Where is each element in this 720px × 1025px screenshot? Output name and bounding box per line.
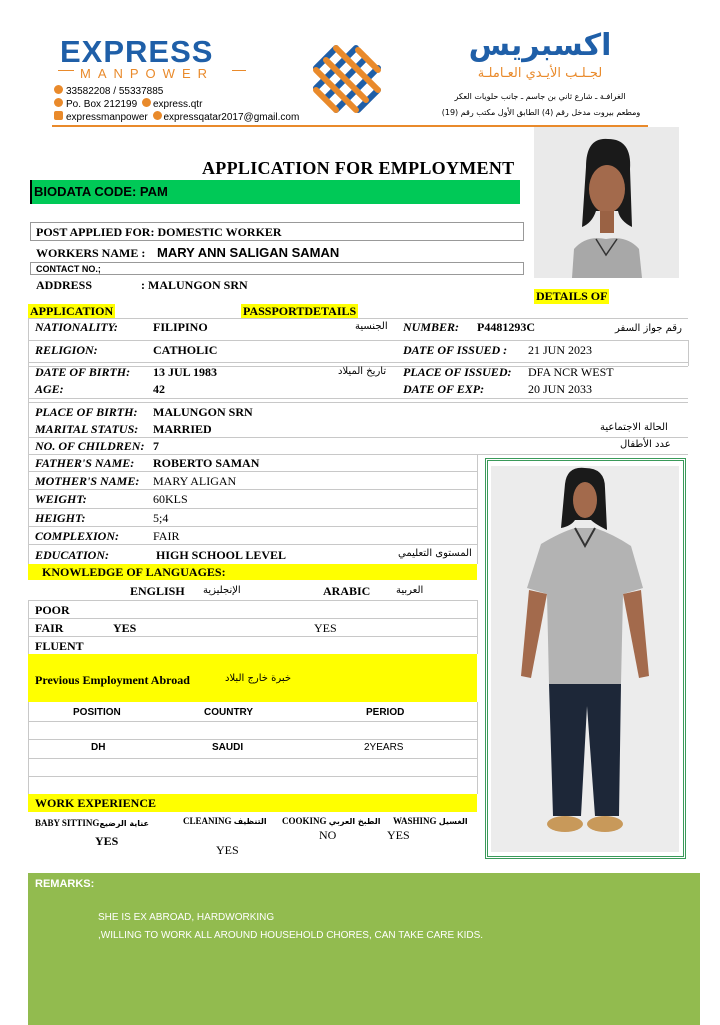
children-label: NO. OF CHILDREN: [35, 439, 145, 453]
mother-value: MARY ALIGAN [153, 474, 237, 488]
age-value: 42 [153, 382, 165, 396]
employment-position: DH [91, 742, 106, 753]
arabic-label: ARABIC [323, 584, 371, 598]
address-arabic-2: ومطعم بيروت مدخل رقم (4) الطابق الأول مكتب رقم (19) [441, 108, 641, 117]
facebook-handle: express.qtr [152, 99, 203, 110]
fair-label: FAIR [35, 621, 64, 635]
dob-label: DATE OF BIRTH: [35, 365, 131, 379]
nationality-arabic: الجنسية [355, 321, 388, 332]
height-label: HEIGHT: [35, 511, 86, 525]
dob-arabic: تاريخ الميلاد [338, 366, 387, 377]
marital-value: MARRIED [153, 422, 212, 436]
place-issued-label: PLACE OF ISSUED: [403, 365, 512, 379]
cleaning-arabic: التنظيف [233, 817, 267, 826]
mailbox-icon [54, 98, 63, 107]
marital-label: MARITAL STATUS: [35, 422, 139, 436]
poor-label: POOR [35, 603, 70, 617]
email-address: expressqatar2017@gmail.com [163, 112, 300, 123]
work-experience-title: WORK EXPERIENCE [35, 796, 157, 810]
phone-numbers: 33582208 / 55337885 [66, 86, 164, 97]
date-issued-label: DATE OF ISSUED : [403, 343, 508, 357]
fluent-label: FLUENT [35, 639, 84, 653]
address-label: ADDRESS [36, 278, 93, 292]
washing-label: WASHING [393, 816, 437, 826]
education-value: HIGH SCHOOL LEVEL [156, 548, 287, 562]
post-applied: POST APPLIED FOR: DOMESTIC WORKER [36, 225, 282, 239]
baby-sitting-arabic: عناية الرضيع [99, 819, 149, 828]
education-label: EDUCATION: [35, 548, 110, 562]
logo-express: EXPRESS [60, 34, 214, 69]
section-passport-details: PASSPORTDETAILS [243, 304, 357, 318]
washing-value: YES [387, 828, 410, 842]
marital-arabic: الحالة الاجتماعية [600, 422, 668, 433]
address-arabic-1: الغرافـة ـ شارع ثاني بن جاسم ـ جانب حلويات العكر [454, 92, 626, 101]
col-period: PERIOD [366, 707, 405, 718]
section-details-of: DETAILS OF [536, 289, 608, 303]
portrait-photo [534, 127, 679, 278]
languages-title: KNOWLEDGE OF LANGUAGES: [42, 565, 226, 579]
instagram-icon [54, 111, 63, 120]
full-body-photo [491, 466, 679, 852]
workers-name-label: WORKERS NAME : [36, 246, 146, 260]
cleaning-value: YES [216, 843, 239, 857]
dob-value: 13 JUL 1983 [153, 365, 218, 379]
passport-number-value: P4481293C [477, 320, 535, 334]
passport-number-label: NUMBER: [403, 320, 460, 334]
col-country: COUNTRY [204, 707, 254, 718]
remarks-label: REMARKS: [35, 878, 95, 890]
employment-title-arabic: خبرة خارج البلاد [225, 673, 292, 684]
phone-icon [54, 85, 63, 94]
nationality-value: FILIPINO [153, 320, 208, 334]
cooking-arabic: الطبخ العربي [328, 817, 381, 826]
religion-label: RELIGION: [35, 343, 98, 357]
cleaning-label: CLEANING [183, 816, 232, 826]
mother-label: MOTHER'S NAME: [35, 474, 140, 488]
page-title: APPLICATION FOR EMPLOYMENT [202, 158, 515, 178]
baby-sitting-label: BABY SITTING [35, 818, 100, 828]
nationality-label: NATIONALITY: [35, 320, 118, 334]
place-issued-value: DFA NCR WEST [528, 365, 614, 379]
father-value: ROBERTO SAMAN [153, 456, 260, 470]
cooking-label: COOKING [282, 816, 327, 826]
remarks-line-1: SHE IS EX ABROAD, HARDWORKING [98, 912, 275, 923]
weight-label: WEIGHT: [35, 492, 87, 506]
logo-arabic-subtitle: لجـلـب الأيـدي العـاملـة [477, 66, 603, 81]
employment-title: Previous Employment Abroad [35, 673, 190, 687]
english-arabic: الإنجليزية [203, 585, 241, 596]
po-box: Po. Box 212199 [66, 99, 138, 110]
education-arabic: المستوى التعليمي [398, 548, 472, 559]
date-exp-value: 20 JUN 2033 [528, 382, 593, 396]
section-application: APPLICATION [30, 304, 114, 318]
date-issued-value: 21 JUN 2023 [528, 343, 593, 357]
biodata-code: BIODATA CODE: PAM [34, 184, 168, 199]
instagram-handle: expressmanpower [66, 112, 148, 123]
address-value: : MALUNGON SRN [141, 278, 248, 292]
baby-sitting-value: YES [95, 834, 119, 848]
pob-label: PLACE OF BIRTH: [35, 405, 138, 419]
remarks-box [28, 873, 700, 1025]
employment-period: 2YEARS [364, 742, 404, 753]
contact-label: CONTACT NO.; [36, 264, 101, 274]
arabic-arabic: العربية [396, 585, 424, 596]
father-label: FATHER'S NAME: [35, 456, 135, 470]
remarks-line-2: ,WILLING TO WORK ALL AROUND HOUSEHOLD CHORES, CAN TAKE CARE KIDS. [98, 930, 484, 941]
weight-value: 60KLS [153, 492, 188, 506]
logo-manpower: MANPOWER [80, 66, 214, 81]
workers-name: MARY ANN SALIGAN SAMAN [157, 245, 340, 260]
pob-value: MALUNGON SRN [153, 405, 253, 419]
complexion-label: COMPLEXION: [35, 529, 120, 543]
children-arabic: عدد الأطفال [620, 439, 671, 450]
passport-number-arabic: رقم جواز السفر [615, 323, 682, 334]
col-position: POSITION [73, 707, 121, 718]
logo-arabic: اكسبريس [468, 28, 612, 63]
email-icon [153, 111, 162, 120]
fair-arabic-value: YES [314, 621, 337, 635]
height-value: 5;4 [153, 511, 169, 525]
cooking-value: NO [319, 828, 337, 842]
contact-box [30, 262, 524, 275]
age-label: AGE: [35, 382, 64, 396]
biodata-code-bar [30, 180, 520, 204]
children-value: 7 [153, 439, 159, 453]
facebook-icon [142, 98, 151, 107]
employment-country: SAUDI [212, 742, 244, 753]
washing-arabic: الغسيل [438, 817, 468, 826]
knot-logo-icon [306, 38, 388, 120]
religion-value: CATHOLIC [153, 343, 218, 357]
english-label: ENGLISH [130, 584, 185, 598]
fair-english-value: YES [113, 621, 137, 635]
complexion-value: FAIR [153, 529, 180, 543]
date-exp-label: DATE OF EXP: [403, 382, 485, 396]
